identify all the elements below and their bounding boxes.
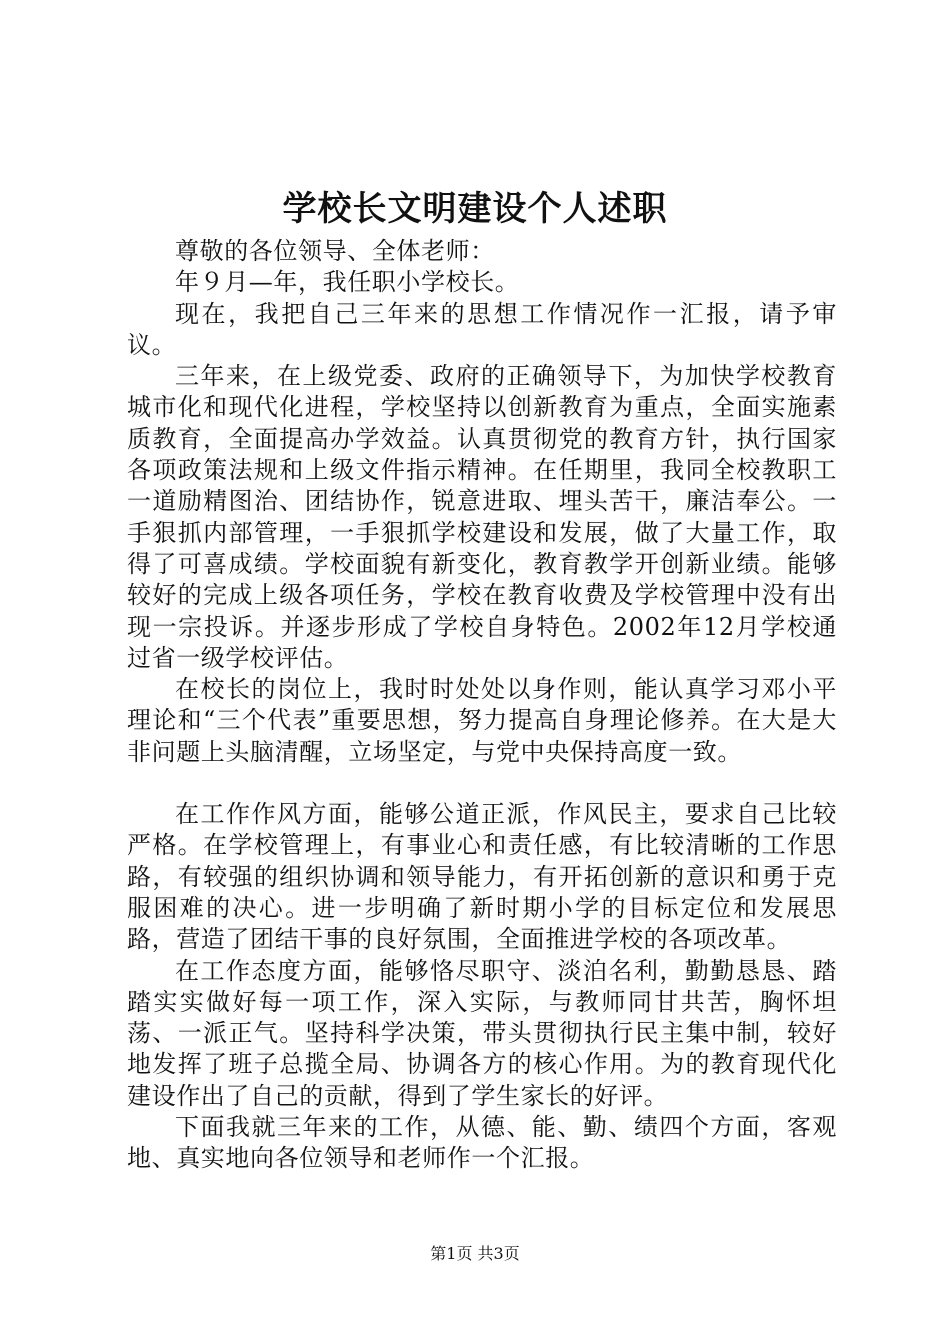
salutation-paragraph: 尊敬的各位领导、全体老师： xyxy=(175,237,495,265)
tenure-paragraph: 年９月—年，我任职小学校长。 xyxy=(175,268,520,297)
work-attitude-paragraph: 在工作态度方面，能够恪尽职守、淡泊名利，勤勤恳恳、踏踏实实做好每一项工作，深入实际，与教师同甘共苦，胸怀坦荡、一派正气。坚持科学决策，带头贯彻执行民主集中制，较好地发挥了班子总揽全局、协调各方的核心作用。为的教育现代化建设作出了自己的贡献，得到了学生家长的好评。 xyxy=(127,956,837,1110)
report-intro-paragraph: 下面我就三年来的工作，从德、能、勤、绩四个方面，客观地、真实地向各位领导和老师作一个汇报。 xyxy=(127,1113,837,1173)
overview-paragraph: 三年来，在上级党委、政府的正确领导下，为加快学校教育城市化和现代化进程，学校坚持以创新教育为重点，全面实施素质教育，全面提高办学效益。认真贯彻党的教育方针，执行国家各项政策法规和上级文件指示精神。在任期里，我同全校教职工一道励精图治、团结协作，锐意进取、埋头苦干，廉洁奉公。一手狠抓内部管理，一手狠抓学校建设和发展，做了大量工作，取得了可喜成绩。学校面貌有新变化，教育教学开创新业绩。能够较好的完成上级各项任务，学校在教育收费及学校管理中没有出现一宗投诉。并逐步形成了学校自身特色。2002年12月学校通过省一级学校评估。 xyxy=(127,362,837,672)
intro-paragraph: 现在，我把自己三年来的思想工作情况作一汇报，请予审议。 xyxy=(127,299,837,359)
leadership-paragraph: 在校长的岗位上，我时时处处以身作则，能认真学习邓小平理论和“三个代表”重要思想，努力提高自身理论修养。在大是大非问题上头脑清醒，立场坚定，与党中央保持高度一致。 xyxy=(127,675,837,766)
page-number-footer: 第1页 共3页 xyxy=(430,1244,520,1263)
document-body xyxy=(127,236,837,1175)
work-style-paragraph: 在工作作风方面，能够公道正派，作风民主，要求自己比较严格。在学校管理上，有事业心和责任感，有比较清晰的工作思路，有较强的组织协调和领导能力，有开拓创新的意识和勇于克服困难的决心。进一步明确了新时期小学的目标定位和发展思路，营造了团结干事的良好氛围，全面推进学校的各项改革。 xyxy=(127,800,837,954)
document-title: 学校长文明建设个人述职 xyxy=(282,189,668,229)
